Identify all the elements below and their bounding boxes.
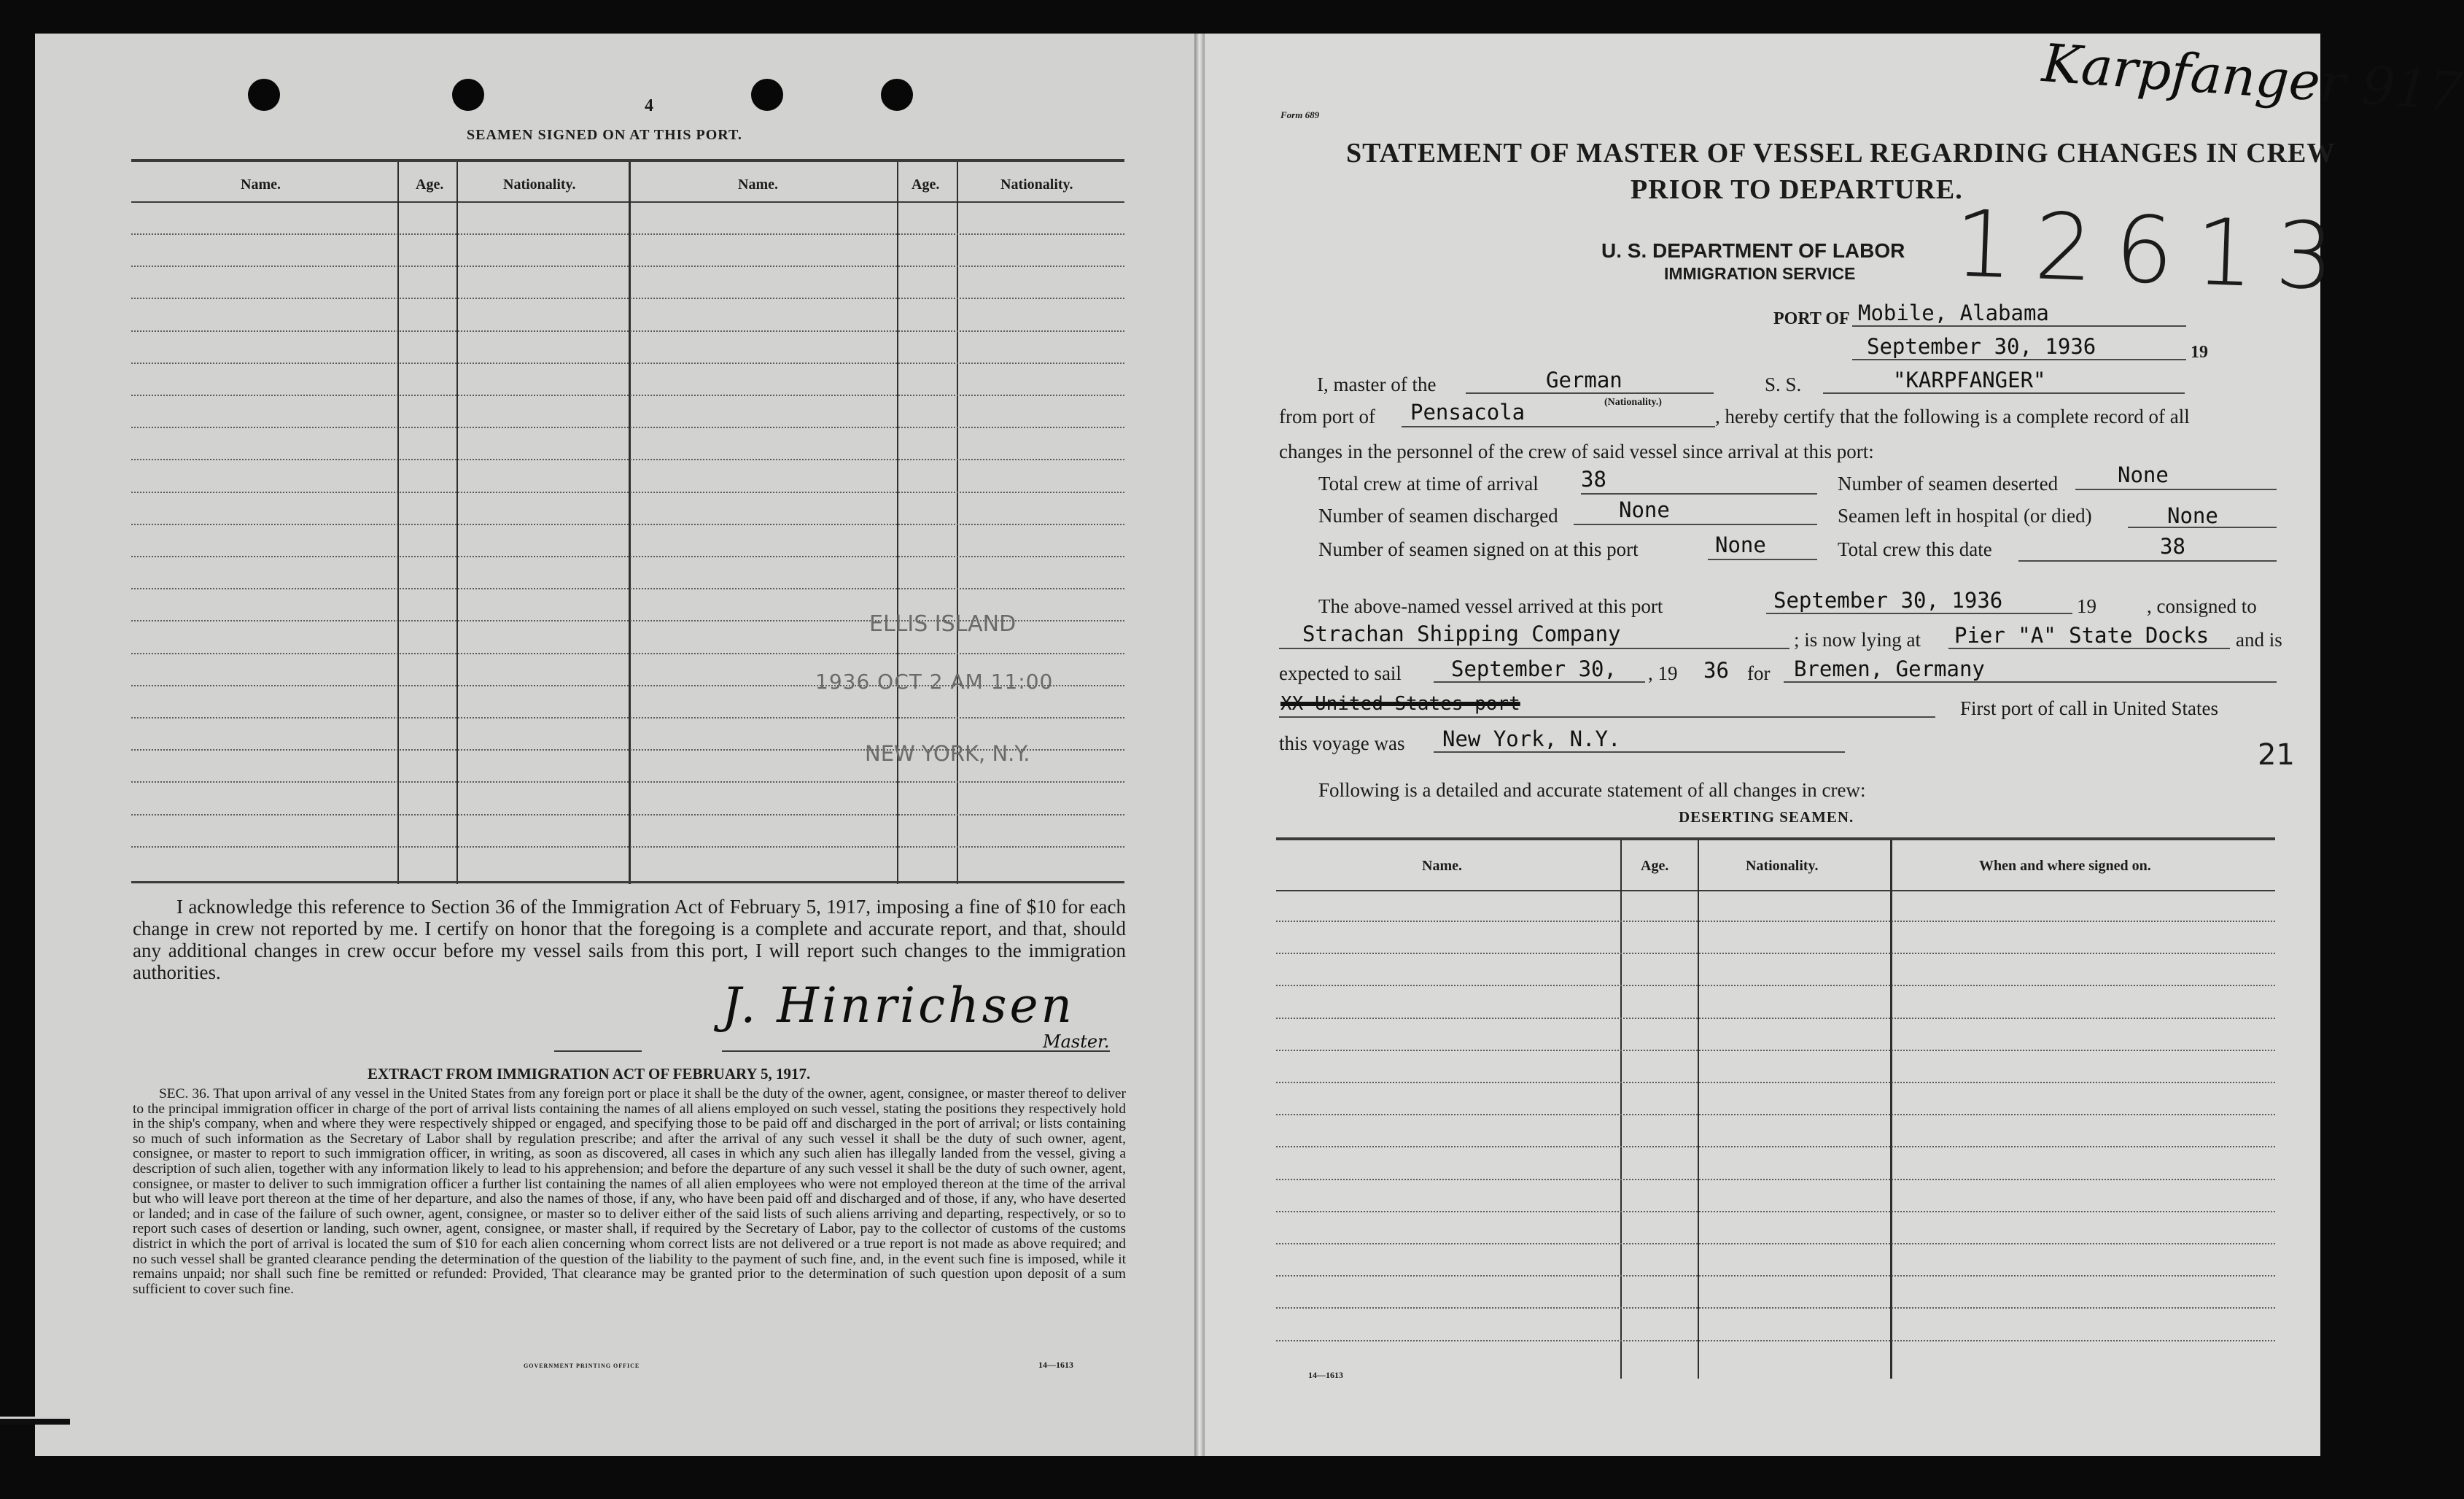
table-row-line (1276, 985, 2275, 986)
binder-hole (881, 79, 913, 111)
form-title-1: STATEMENT OF MASTER OF VESSEL REGARDING CHANGES IN CREW (1346, 138, 2336, 169)
port-fill (1852, 325, 2186, 327)
signed-on-label: Number of seamen signed on at this port (1318, 538, 1639, 560)
deserting-title: DESERTING SEAMEN. (1679, 808, 1854, 826)
table-row-line (1276, 1340, 2275, 1341)
nationality-caption: (Nationality.) (1604, 397, 1662, 408)
date-year: 19 (2191, 343, 2208, 362)
from-port-fill (1402, 426, 1715, 427)
right-col-when-where: When and where signed on. (1979, 858, 2151, 874)
table-row-line (1276, 1179, 2275, 1180)
table-row-line (131, 395, 1124, 396)
binder-hole (751, 79, 783, 111)
table-row-line (131, 814, 1124, 816)
ship-fill (1823, 392, 2185, 394)
col-nationality: Nationality. (503, 177, 576, 193)
for-label: for (1747, 662, 1771, 684)
table-row-line (131, 492, 1124, 493)
lying-fill (1948, 648, 2230, 649)
total-date-label: Total crew this date (1838, 538, 1992, 560)
hospital-fill (2128, 527, 2277, 528)
following-text: Following is a detailed and accurate statement of all changes in crew: (1318, 779, 1866, 801)
handwritten-file-number: 12613 (1952, 190, 2358, 311)
expected-year-prefix: , 19 (1648, 662, 1678, 684)
master-label: Master. (1043, 1031, 1110, 1052)
table-row-line (1276, 1307, 2275, 1309)
table-row-line (1276, 1082, 2275, 1083)
destination-value: Bremen, Germany (1794, 656, 1985, 681)
table-row-line (1276, 1050, 2275, 1051)
consignee-value: Strachan Shipping Company (1302, 621, 1621, 646)
total-date-value: 38 (2160, 534, 2185, 559)
table-row-line (131, 781, 1124, 783)
arrived-year: 19 (2077, 595, 2096, 617)
deserted-label: Number of seamen deserted (1838, 473, 2059, 495)
page-number: 4 (645, 96, 653, 115)
port-value: Mobile, Alabama (1858, 301, 2049, 325)
deserted-fill (2075, 489, 2277, 490)
date-value: September 30, 1936 (1867, 334, 2096, 359)
table-row-line (131, 363, 1124, 364)
signed-on-value: None (1715, 532, 1766, 557)
table-row-line (1276, 1146, 2275, 1147)
table-row-line (131, 233, 1124, 235)
right-table-header-rule (1276, 890, 2275, 891)
from-port-value: Pensacola (1410, 400, 1526, 425)
binder-hole (452, 79, 484, 111)
hospital-label: Seamen left in hospital (or died) (1838, 505, 2092, 527)
table-row-line (131, 266, 1124, 267)
col-age-2: Age. (912, 177, 940, 193)
col-name-2: Name. (738, 177, 778, 193)
voyage-value: New York, N.Y. (1442, 727, 1621, 751)
table-row-line (131, 330, 1124, 332)
service: IMMIGRATION SERVICE (1664, 264, 1856, 283)
lying-value: Pier "A" State Docks (1954, 623, 2210, 648)
col-age: Age. (416, 177, 444, 193)
arrived-value: September 30, 1936 (1773, 588, 2003, 613)
form-title-2: PRIOR TO DEPARTURE. (1631, 174, 1963, 205)
deserted-value: None (2118, 462, 2169, 487)
expected-year: 36 (1703, 658, 1729, 683)
ship-value: "KARPFANGER" (1893, 368, 2046, 392)
hospital-value: None (2167, 503, 2218, 528)
col-name: Name. (241, 177, 281, 193)
master-of-label: I, master of the (1317, 373, 1437, 395)
table-row-line (1276, 1243, 2275, 1244)
right-col-age: Age. (1641, 858, 1669, 874)
nationality-value: German (1546, 368, 1622, 392)
arrived-fill (1766, 613, 2072, 614)
extract-text: SEC. 36. That upon arrival of any vessel in the United States from any foreign port or place it shall be the duty of the owner, agent, consignee, or master thereof to deliver to the principal immigration officer in charge of the port of arrival lists containing the names of all aliens employed on such vessel, stating the positions they respectively hold in the ship's company, when and where they were respectively shipped or engaged, and specifying those to be paid off and discharged in the port of arrival; or lists containing so much of such information as the Secretary of Labor shall by regulation prescribe; and after the arrival of any such vessel it shall be the duty of such owner, agent, consignee, or master to report to such immigration officer, in writing, as soon as discovered, all cases in which any such alien has illegally landed from the vessel, giving a description of such alien, together with any information likely to lead to his apprehension; and before the departure of any such vessel it shall be the duty of such owner, agent, consignee, or master to deliver to such immigration officer a further list containing the names of all alien employees who were not employed thereon at the time of the arrival but who will leave port thereon at the time of her departure, and also the names of those, if any, who have been paid off and discharged and of those, if any, who have deserted or landed; and in case of the failure of such owner, agent, consignee, or master so to deliver either of the said lists of such aliens arriving and departing, respectively, or so to report such cases of desertion or landing, such owner, agent, consignee, or master shall, if required by the Secretary of Labor, pay to the collector of customs of the customs district in which the port of arrival is located the sum of $10 for each alien concerning whom correct lists are not delivered or a true report is not made as above required; and no such vessel shall be granted clearance pending the determination of the question of the liability to the payment of such fine, and, in the event such fine is imposed, while it remains unpaid; nor shall such fine be remitted or refunded: Provided, That clearance may be granted prior to the determination of such question upon deposit of a sum sufficient to cover such fine. (133, 1086, 1126, 1297)
binder-hole (248, 79, 280, 111)
discharged-value: None (1619, 497, 1670, 522)
table-row-line (131, 717, 1124, 718)
discharged-label: Number of seamen discharged (1318, 505, 1558, 527)
first-port-label: First port of call in United States (1960, 697, 2218, 719)
ss-label: S. S. (1765, 373, 1802, 395)
total-arrival-fill (1581, 493, 1817, 495)
stamp-line-1: ELLIS ISLAND (869, 611, 1017, 637)
table-row-line (131, 459, 1124, 460)
voyage-label: this voyage was (1279, 732, 1405, 754)
table-bottom-rule (131, 881, 1124, 883)
struck-fill (1279, 716, 1935, 718)
nationality-fill (1466, 392, 1714, 394)
right-col-name: Name. (1422, 858, 1462, 874)
certify-text: , hereby certify that the following is a complete record of all (1715, 406, 2190, 427)
table-top-rule (131, 159, 1124, 162)
from-port-label: from port of (1279, 406, 1375, 427)
handwritten-ship-name: Karpfanger 917 (2040, 31, 2464, 123)
signed-on-fill (1708, 559, 1817, 560)
table-row-line (131, 653, 1124, 654)
margin-number: 21 (2258, 738, 2295, 772)
table-row-line (131, 298, 1124, 299)
table-row-line (1276, 1114, 2275, 1115)
consigned-label: , consigned to (2147, 595, 2257, 617)
extract-title: EXTRACT FROM IMMIGRATION ACT OF FEBRUARY 5, 1917. (368, 1065, 811, 1082)
changes-text: changes in the personnel of the crew of said vessel since arrival at this port: (1279, 441, 1874, 462)
table-row-line (1276, 1211, 2275, 1212)
total-arrival-value: 38 (1581, 467, 1606, 492)
destination-fill (1784, 681, 2277, 683)
right-table-top-rule (1276, 837, 2275, 840)
page-fold (1194, 34, 1205, 1456)
table-row-line (131, 556, 1124, 557)
and-is: and is (2236, 629, 2282, 651)
table-row-line (1276, 921, 2275, 922)
table-row-line (1276, 953, 2275, 954)
table-row-line (131, 427, 1124, 428)
stamp-line-2: 1936 OCT 2 AM 11:00 (815, 670, 1054, 694)
expected-fill (1434, 681, 1645, 683)
table-row-line (1276, 1018, 2275, 1019)
left-form-code: 14—1613 (1038, 1360, 1073, 1370)
expected-value: September 30, (1451, 656, 1617, 681)
table-row-line (131, 588, 1124, 589)
col-nationality-2: Nationality. (1000, 177, 1073, 193)
port-label: PORT OF (1773, 309, 1850, 328)
table-row-line (131, 524, 1124, 525)
form-number: Form 689 (1280, 109, 1320, 120)
table-row-line (131, 846, 1124, 848)
left-table-title: SEAMEN SIGNED ON AT THIS PORT. (467, 127, 742, 143)
date-fill (1852, 359, 2186, 360)
table-header-rule (131, 201, 1124, 203)
signature-rule (554, 1050, 642, 1052)
expected-label: expected to sail (1279, 662, 1402, 684)
total-arrival-label: Total crew at time of arrival (1318, 473, 1539, 495)
table-row-line (1276, 1275, 2275, 1277)
department: U. S. DEPARTMENT OF LABOR (1601, 239, 1905, 262)
right-form-code: 14—1613 (1308, 1370, 1343, 1380)
consignee-fill (1279, 648, 1789, 649)
discharged-fill (1574, 524, 1817, 525)
lying-label: ; is now lying at (1794, 629, 1921, 651)
arrived-label: The above-named vessel arrived at this port (1318, 595, 1663, 617)
total-date-fill (2018, 560, 2277, 562)
page-edge (0, 1417, 70, 1425)
voyage-fill (1434, 751, 1845, 753)
stamp-line-3: NEW YORK, N.Y. (865, 741, 1030, 766)
right-col-nationality: Nationality. (1746, 858, 1819, 874)
printer-mark: GOVERNMENT PRINTING OFFICE (524, 1363, 640, 1369)
master-signature: J. Hinrichsen (722, 977, 1076, 1034)
struck-out-text: XX United States port (1280, 693, 1520, 715)
acknowledgment-text: I acknowledge this reference to Section 36 of the Immigration Act of February 5, 1917, imposing a fine of $10 for each change in crew not reported by me. I certify on honor that the foregoing is a complete and accurate report, and that, should any additional changes in crew occur before my vessel sails from this port, I will report such changes to the immigration authorities. (133, 896, 1126, 983)
